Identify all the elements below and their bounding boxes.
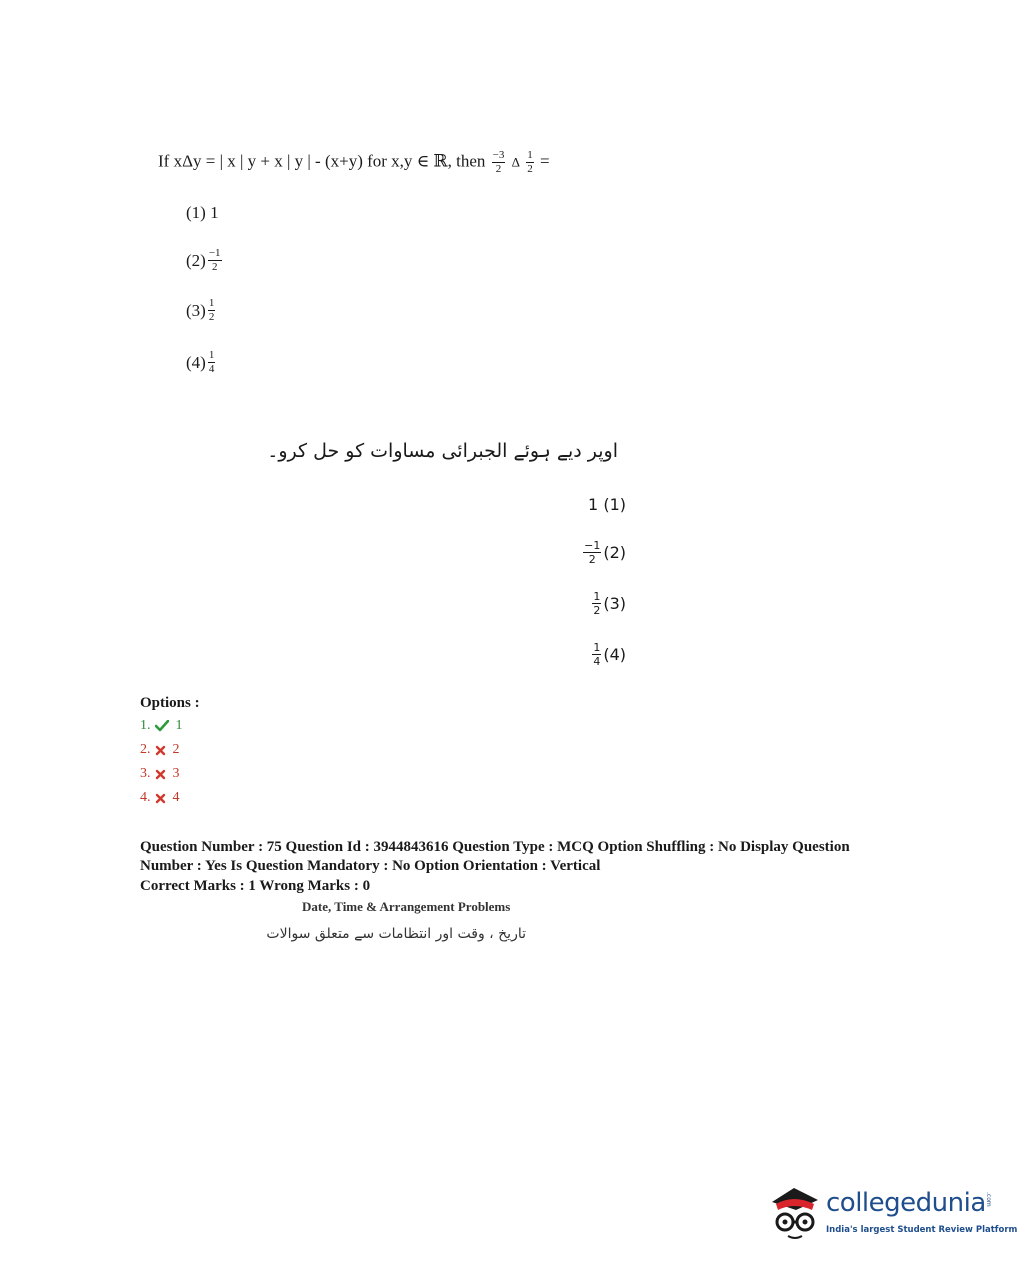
- mascot-icon: [766, 1180, 824, 1250]
- urdu-option-3: $\frac{1}{2}$ (3): [593, 590, 626, 617]
- question-marks: Correct Marks : 1 Wrong Marks : 0: [140, 878, 371, 894]
- collegedunia-logo: [766, 1180, 1018, 1250]
- brand-tagline: India's largest Student Review Platform: [826, 1225, 1018, 1235]
- meta-line-1: Question Number : 75 Question Id : 3944843616 Question Type : MCQ Option Shuffling : No Display Question: [140, 839, 850, 855]
- question-meta: [140, 838, 900, 876]
- stem-suffix: =: [540, 151, 550, 171]
- stem-fraction-a: $\frac{-3}{2}$: [492, 149, 505, 175]
- question-stem: [158, 150, 550, 175]
- stem-prefix: If xΔy = | x | y + x | y | - (x+y) for x,y ∈ ℝ, then: [158, 151, 486, 171]
- cross-icon: [155, 793, 166, 804]
- answer-choice-1: 1. 1: [140, 718, 183, 733]
- answer-choice-2: 2. 2: [140, 742, 180, 757]
- meta-line-2: Number : Yes Is Question Mandatory : No Option Orientation : Vertical: [140, 858, 601, 874]
- answer-choice-3: 3. 3: [140, 766, 180, 781]
- question-option-4: (4) $\frac{1}{4}$: [186, 349, 215, 375]
- check-icon: [155, 720, 169, 732]
- question-option-3: (3) $\frac{1}{2}$: [186, 297, 215, 323]
- answer-choice-4: 4. 4: [140, 790, 180, 805]
- stem-delta: Δ: [511, 154, 521, 170]
- options-title: Options :: [140, 695, 200, 711]
- cross-icon: [155, 745, 166, 756]
- question-option-2: (2) $\frac{-1}{2}$: [186, 247, 221, 273]
- stem-fraction-b: $\frac{1}{2}$: [527, 149, 533, 175]
- section-title-english: Date, Time & Arrangement Problems: [302, 899, 511, 914]
- section-title-urdu: تاریخ ، وقت اور انتظامات سے متعلق سوالات: [266, 926, 526, 942]
- urdu-option-1: 1 (1): [588, 495, 626, 514]
- urdu-option-2: $\frac{-1}{2}$ (2): [584, 539, 626, 566]
- urdu-question-text: اوپر دیے ہوئے الجبرائی مساوات کو حل کرو۔: [267, 440, 618, 462]
- brand-name: collegedunia: [826, 1188, 986, 1218]
- urdu-option-4: $\frac{1}{4}$ (4): [593, 641, 626, 668]
- brand-com: .com: [985, 1192, 992, 1207]
- cross-icon: [155, 769, 166, 780]
- question-option-1: (1) 1: [186, 203, 219, 222]
